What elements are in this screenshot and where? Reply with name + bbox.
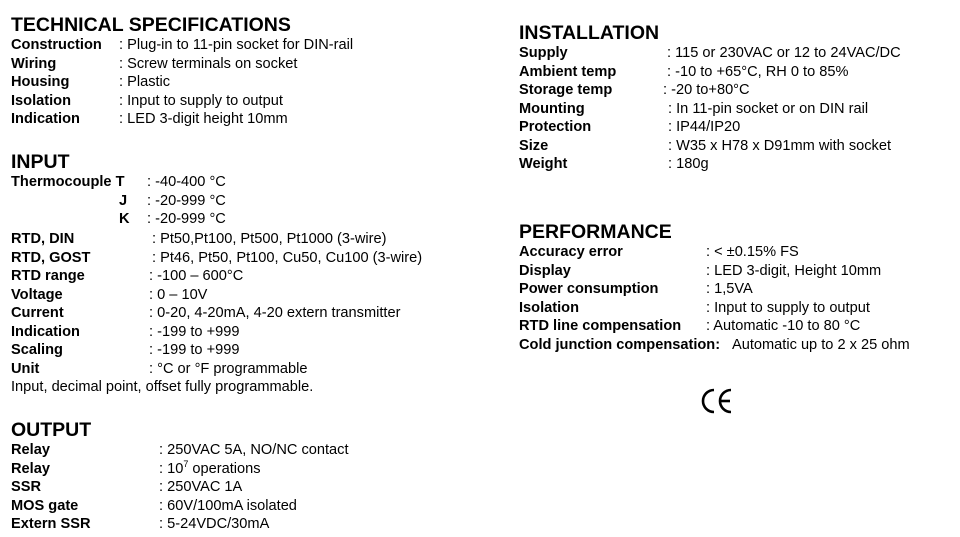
spec-value: : 5-24VDC/30mA — [159, 516, 270, 532]
spec-value: : 250VAC 1A — [159, 479, 243, 495]
spec-value: : 115 or 230VAC or 12 to 24VAC/DC — [667, 45, 901, 61]
spec-label: Isolation — [11, 92, 71, 109]
spec-value: : 0-20, 4-20mA, 4-20 extern transmitter — [149, 305, 401, 321]
spec-label: Unit — [11, 360, 40, 377]
spec-label: Thermocouple T — [11, 174, 125, 190]
spec-value: : LED 3-digit height 10mm — [119, 111, 288, 127]
technical-specifications-heading: TECHNICAL SPECIFICATIONS — [11, 14, 291, 36]
spec-label: Ambient temp — [519, 63, 617, 80]
spec-value: : -199 to +999 — [149, 342, 240, 358]
spec-label: Mounting — [519, 100, 585, 117]
spec-label: Power consumption — [519, 281, 659, 297]
spec-value: : < ±0.15% FS — [706, 244, 799, 260]
spec-value: : IP44/IP20 — [668, 119, 741, 135]
spec-value: : -20-999 °C — [147, 192, 226, 209]
spec-label: Isolation — [519, 299, 579, 316]
input-heading: INPUT — [11, 151, 70, 173]
spec-value: : 250VAC 5A, NO/NC contact — [159, 442, 349, 458]
spec-value: : -20-999 °C — [147, 211, 226, 227]
spec-label: K — [119, 211, 130, 227]
spec-label: RTD, GOST — [11, 249, 91, 266]
spec-value: : Automatic -10 to 80 °C — [706, 318, 861, 334]
spec-value: : Input to supply to output — [119, 92, 283, 109]
spec-value: : -20 to+80°C — [663, 82, 750, 98]
spec-label: Accuracy error — [519, 244, 623, 260]
spec-label: Indication — [11, 111, 80, 127]
spec-value: : 60V/100mA isolated — [159, 497, 297, 514]
spec-value: : Screw terminals on socket — [119, 55, 298, 72]
spec-label: Voltage — [11, 286, 63, 303]
spec-label: Indication — [11, 323, 80, 340]
spec-value: : Plug-in to 11-pin socket for DIN-rail — [119, 37, 354, 53]
spec-value: Automatic up to 2 x 25 ohm — [732, 336, 910, 353]
spec-value: : Pt46, Pt50, Pt100, Cu50, Cu100 (3-wire) — [152, 249, 423, 266]
spec-value — [159, 460, 261, 479]
spec-label: Size — [519, 137, 549, 154]
spec-value: : 180g — [668, 156, 709, 172]
spec-label: Scaling — [11, 342, 63, 358]
spec-label: Supply — [519, 45, 568, 61]
spec-value: : 0 – 10V — [149, 286, 208, 303]
spec-label: Cold junction compensation: — [519, 336, 721, 353]
spec-label: SSR — [11, 479, 42, 495]
spec-label: RTD line compensation — [519, 318, 682, 334]
spec-value: : LED 3-digit, Height 10mm — [706, 262, 882, 279]
spec-value: : Pt50,Pt100, Pt500, Pt1000 (3-wire) — [152, 231, 387, 247]
spec-value: : Plastic — [119, 74, 171, 90]
installation-heading: INSTALLATION — [519, 22, 660, 44]
spec-value: : In 11-pin socket or on DIN rail — [668, 100, 869, 117]
spec-label: Extern SSR — [11, 516, 91, 532]
spec-value: : Input to supply to output — [706, 299, 870, 316]
spec-value: : 1,5VA — [706, 281, 753, 297]
relay-operations-exponent: 7 — [183, 458, 189, 469]
spec-value: : -10 to +65°C, RH 0 to 85% — [667, 63, 849, 80]
spec-label: J — [119, 192, 128, 209]
output-heading: OUTPUT — [11, 419, 92, 441]
spec-value: : W35 x H78 x D91mm with socket — [668, 137, 892, 154]
spec-label: Relay — [11, 460, 50, 477]
spec-value: : -100 – 600°C — [149, 268, 244, 284]
spec-label: MOS gate — [11, 497, 79, 514]
performance-heading: PERFORMANCE — [519, 221, 672, 243]
spec-label: Wiring — [11, 55, 57, 72]
spec-value: : °C or °F programmable — [149, 360, 308, 377]
spec-label: Relay — [11, 442, 50, 458]
input-note: Input, decimal point, offset fully programmable. — [11, 379, 314, 395]
spec-label: Protection — [519, 119, 592, 135]
relay-operations-base: : 10 — [159, 460, 184, 477]
spec-label: Display — [519, 262, 571, 279]
relay-operations-suffix: operations — [188, 460, 261, 477]
spec-label: Storage temp — [519, 82, 613, 98]
spec-label: Weight — [519, 156, 568, 172]
spec-label: RTD, DIN — [11, 231, 75, 247]
spec-label: Current — [11, 305, 64, 321]
spec-label: Construction — [11, 37, 102, 53]
ce-mark-icon — [698, 386, 736, 416]
spec-value: : -40-400 °C — [147, 174, 226, 190]
spec-label: Housing — [11, 74, 70, 90]
spec-label: RTD range — [11, 268, 85, 284]
spec-value: : -199 to +999 — [149, 323, 240, 340]
